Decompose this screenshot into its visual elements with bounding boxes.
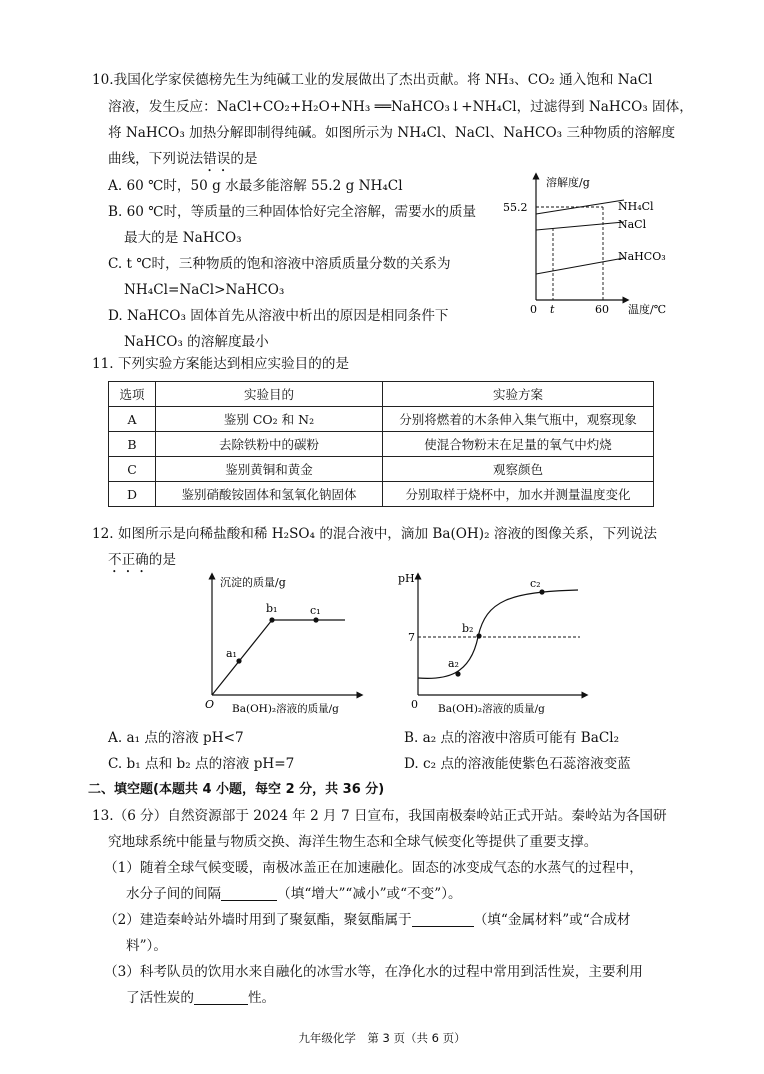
label-b1: b₁ xyxy=(266,602,278,615)
q12-line1: 12. 如图所示是向稀盐酸和稀 H₂SO₄ 的混合液中，滴加 Ba(OH)₂ 溶液的图像关系，下列说法 xyxy=(92,526,657,542)
q13-part3-end: 性。 xyxy=(247,990,276,1006)
q12-emphasis: 不正确 xyxy=(108,552,149,568)
point-b1 xyxy=(269,617,274,622)
graph-60: 60 xyxy=(595,303,609,316)
q11-stem: 11. 下列实验方案能达到相应实验目的的是 xyxy=(92,356,350,372)
point-b2 xyxy=(476,633,481,638)
g2-seven: 7 xyxy=(408,631,415,644)
q13-part3-line2 xyxy=(126,989,275,1007)
cell-option: D xyxy=(109,482,156,507)
label-c1: c₁ xyxy=(310,604,321,617)
header-purpose: 实验目的 xyxy=(156,382,383,407)
ph-curve xyxy=(418,590,578,678)
cell-plan: 分别将燃着的木条伸入集气瓶中，观察现象 xyxy=(383,407,654,432)
cell-option: A xyxy=(109,407,156,432)
series-nacl: NaCl xyxy=(618,218,647,231)
answer-blank-1[interactable] xyxy=(221,886,277,901)
nahco3-curve xyxy=(536,258,624,274)
q12-option-a: A. a₁ 点的溶液 pH<7 xyxy=(108,730,244,746)
q10-line1: 10.我国化学家侯德榜先生为纯碱工业的发展做出了杰出贡献。将 NH₃、CO₂ 通入饱和 NaCl xyxy=(92,72,653,88)
q11-table xyxy=(108,381,654,507)
cell-plan: 使混合物粉末在足量的氧气中灼烧 xyxy=(383,432,654,457)
graph-origin: 0 xyxy=(530,303,537,316)
label-c2: c₂ xyxy=(530,577,541,590)
label-b2: b₂ xyxy=(462,622,474,635)
q10-option-a: A. 60 ℃时，50 g 水最多能溶解 55.2 g NH₄Cl xyxy=(108,178,403,194)
table-row xyxy=(109,407,654,432)
q10-line4-text: 曲线，下列说法 xyxy=(108,151,204,167)
q10-emphasis: 错误 xyxy=(203,151,231,167)
q13-part1-hint: （填“增大”“减小”或“不变”）。 xyxy=(277,886,462,902)
point-a2 xyxy=(455,671,460,676)
q10-line4 xyxy=(108,150,258,175)
g2-xlabel: Ba(OH)₂溶液的质量/g xyxy=(438,703,545,715)
table-row xyxy=(109,432,654,457)
q13-part1-line2 xyxy=(126,885,462,903)
series-nahco3: NaHCO₃ xyxy=(618,250,666,263)
q12-option-b: B. a₂ 点的溶液中溶质可能有 BaCl₂ xyxy=(404,730,620,746)
cell-purpose: 鉴别硝酸铵固体和氢氧化钠固体 xyxy=(156,482,383,507)
series-nh4cl: NH₄Cl xyxy=(618,200,654,213)
q13-part2-line2: 料”）。 xyxy=(126,938,167,954)
q12-line2 xyxy=(108,551,176,576)
q12-option-c: C. b₁ 点和 b₂ 点的溶液 pH=7 xyxy=(108,756,295,772)
nacl-curve xyxy=(536,222,624,230)
answer-blank-3[interactable] xyxy=(194,990,248,1005)
cell-purpose: 去除铁粉中的碳粉 xyxy=(156,432,383,457)
graph-xlabel: 温度/℃ xyxy=(628,303,667,316)
point-c2 xyxy=(539,589,544,594)
label-a2: a₂ xyxy=(448,657,459,670)
q13-part1-line1: （1）随着全球气候变暖，南极冰盖正在加速融化。固态的冰变成气态的水蒸气的过程中， xyxy=(104,860,643,876)
label-a1: a₁ xyxy=(226,647,237,660)
header-option: 选项 xyxy=(109,382,156,407)
q13-line1: 13.（6 分）自然资源部于 2024 年 2 月 7 日宣布，我国南极秦岭站正式开站。秦岭站为各国研 xyxy=(92,808,667,824)
nh4cl-curve xyxy=(536,200,624,214)
q13-line2: 究地球系统中能量与物质交换、海洋生物生态和全球气候变化等提供了重要支撑。 xyxy=(108,834,598,850)
q10-line2: 溶液，发生反应：NaCl+CO₂+H₂O+NH₃ ══NaHCO₃↓+NH₄Cl，过滤得到 NaHCO₃ 固体， xyxy=(108,99,693,115)
q10-line3: 将 NaHCO₃ 加热分解即制得纯碱。如图所示为 NH₄Cl、NaCl、NaHCO₃ 三种物质的溶解度 xyxy=(108,125,676,141)
q13-part3-line1: （3）科考队员的饮用水来自融化的冰雪水等，在净化水的过程中常用到活性炭，主要利用 xyxy=(104,964,643,980)
q13-part2-hint: （填“金属材料”或“合成材 xyxy=(473,912,631,928)
table-header-row xyxy=(109,382,654,407)
cell-plan: 分别取样于烧杯中，加水并测量温度变化 xyxy=(383,482,654,507)
q10-option-d-line1: D. NaHCO₃ 固体首先从溶液中析出的原因是相同条件下 xyxy=(108,308,449,324)
header-plan: 实验方案 xyxy=(383,382,654,407)
q13-part3-text: 了活性炭的 xyxy=(126,990,194,1006)
ph-graph xyxy=(400,570,600,720)
g1-ylabel: 沉淀的质量/g xyxy=(220,576,286,589)
cell-option: B xyxy=(109,432,156,457)
point-a1 xyxy=(236,658,241,663)
q10-option-b-line2: 最大的是 NaHCO₃ xyxy=(124,230,242,246)
precipitate-graph xyxy=(190,570,380,720)
cell-purpose: 鉴别 CO₂ 和 N₂ xyxy=(156,407,383,432)
q13-part2-text: （2）建造秦岭站外墙时用到了聚氨酯，聚氨酯属于 xyxy=(104,912,412,928)
cell-plan: 观察颜色 xyxy=(383,457,654,482)
g2-ylabel: pH xyxy=(398,572,415,585)
graph-ylabel: 溶解度/g xyxy=(546,176,590,189)
q12-line2-end: 的是 xyxy=(148,552,176,568)
page-footer: 九年级化学 第 3 页（共 6 页） xyxy=(298,1031,466,1045)
q10-option-c-line2: NH₄Cl=NaCl>NaHCO₃ xyxy=(124,282,285,298)
g1-origin: O xyxy=(205,698,215,711)
graph-t: t xyxy=(550,303,555,316)
q13-part1-text: 水分子间的间隔 xyxy=(126,886,222,902)
g1-xlabel: Ba(OH)₂溶液的质量/g xyxy=(232,703,339,715)
q10-option-b-line1: B. 60 ℃时，等质量的三种固体恰好完全溶解，需要水的质量 xyxy=(108,204,477,220)
graph-yvalue: 55.2 xyxy=(503,201,528,214)
q13-part2-line1 xyxy=(104,911,631,929)
solubility-graph xyxy=(500,170,680,320)
cell-option: C xyxy=(109,457,156,482)
g2-origin: 0 xyxy=(411,698,418,711)
table-row xyxy=(109,482,654,507)
q10-option-c-line1: C. t ℃时，三种物质的饱和溶液中溶质质量分数的关系为 xyxy=(108,256,451,272)
section-title: 二、填空题(本题共 4 小题，每空 2 分，共 36 分) xyxy=(88,782,385,797)
table-row xyxy=(109,457,654,482)
q10-line4-end: 的是 xyxy=(230,151,258,167)
q10-option-d-line2: NaHCO₃ 的溶解度最小 xyxy=(124,334,269,350)
answer-blank-2[interactable] xyxy=(412,912,474,927)
cell-purpose: 鉴别黄铜和黄金 xyxy=(156,457,383,482)
point-c1 xyxy=(313,617,318,622)
q12-option-d: D. c₂ 点的溶液能使紫色石蕊溶液变蓝 xyxy=(404,756,631,772)
